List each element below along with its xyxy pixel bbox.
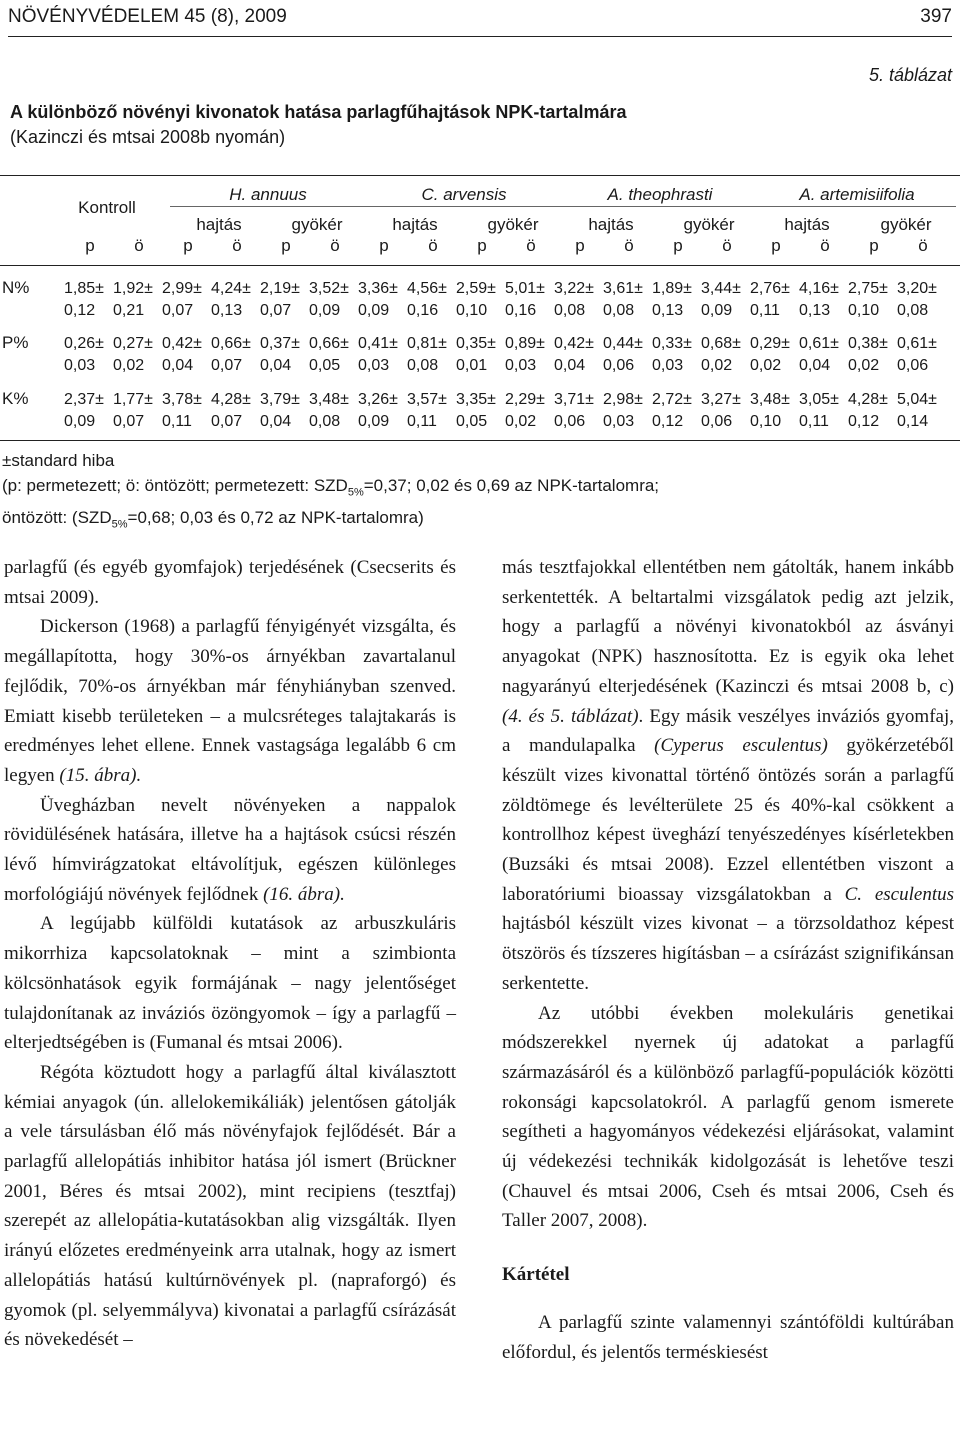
- table-cell: [309, 278, 349, 322]
- cell-error: 0,07: [211, 357, 243, 374]
- cell-mean: 4,24±: [211, 280, 251, 297]
- cell-mean: 2,37±: [64, 391, 104, 408]
- species-c-arvensis: C. arvensis: [421, 185, 507, 204]
- table-cell: [113, 333, 153, 377]
- table-cell: [603, 389, 643, 433]
- species-a-theophrasti: A. theophrasti: [607, 185, 713, 204]
- cell-error: 0,04: [260, 413, 292, 430]
- cell-error: 0,02: [505, 413, 537, 430]
- treatment-header: ö: [820, 236, 830, 255]
- table-cell: [407, 278, 447, 322]
- cell-mean: 2,99±: [162, 280, 202, 297]
- note-text: (p: permetezett; ö: öntözött; permetezett: SZD: [2, 476, 348, 495]
- cell-mean: 0,38±: [848, 335, 888, 352]
- row-label-p: P%: [2, 333, 29, 352]
- table-cell: [652, 333, 692, 377]
- note-standard-error: ±standard hiba: [2, 451, 115, 470]
- paragraph: A legújabb külföldi kutatások az arbuszkuláris mikorrhiza kapcsolatoknak – mint a szimbionta kölcsönhatások egyik formájának – nagy jelentőséget tulajdonítanak az inváziós özöngyomok – így a parlagfű – elterjedtségében is (Fumanal és mtsai 2006).: [4, 913, 456, 1054]
- cell-error: 0,12: [64, 302, 96, 319]
- cell-error: 0,06: [701, 413, 733, 430]
- cell-error: 0,13: [652, 302, 684, 319]
- cell-error: 0,06: [554, 413, 586, 430]
- cell-mean: 0,41±: [358, 335, 398, 352]
- cell-error: 0,16: [407, 302, 439, 319]
- paragraph-text: Dickerson (1968) a parlagfű fényigényét vizsgálta, és megállapította, hogy 30%-os árnyékban zavartalanul fejlődik, 70%-os árnyékban már fényhiányban szenved. Emiatt kisebb területeken – a mulcsréteges talajtakarás is eredményes lehet ellene. Ennek vastagsága legalább 6 cm legyen: [4, 616, 456, 786]
- table-cell: [211, 389, 251, 433]
- cell-error: 0,09: [358, 413, 390, 430]
- part-header: hajtás: [784, 215, 830, 234]
- part-header: gyökér: [880, 215, 932, 234]
- cell-error: 0,04: [799, 357, 831, 374]
- cell-mean: 4,16±: [799, 280, 839, 297]
- cell-mean: 3,61±: [603, 280, 643, 297]
- note-subscript: 5%: [111, 518, 128, 531]
- cell-mean: 3,57±: [407, 391, 447, 408]
- cell-mean: 0,44±: [603, 335, 643, 352]
- cell-error: 0,08: [554, 302, 586, 319]
- table-cell: [113, 278, 153, 322]
- table-cell: [897, 389, 937, 433]
- cell-mean: 0,26±: [64, 335, 104, 352]
- figure-reference: (15. ábra).: [59, 764, 142, 786]
- cell-mean: 3,48±: [309, 391, 349, 408]
- cell-mean: 1,77±: [113, 391, 153, 408]
- paragraph: Az utóbbi években molekuláris genetikai módszerekkel nyernek új adatokat a parlagfű származásáról és a különböző parlagfű-populációk közötti rokonsági kapcsolatokról. A parlagfű genom ismerete segítheti a hagyományos védekezési eljárásokat, valamint új védekezési technikák kidolgozását is lehetőve teszi (Chauvel és mtsai 2006, Cseh és mtsai 2006, Cseh és Taller 2007, 2008).: [502, 1002, 954, 1232]
- table-cell: [750, 389, 790, 433]
- cell-error: 0,02: [701, 357, 733, 374]
- table-cell: [162, 389, 202, 433]
- treatment-header: ö: [134, 236, 144, 255]
- table-cell: [211, 333, 251, 377]
- note-text: =0,37; 0,02 és 0,69 az NPK-tartalomra;: [363, 476, 660, 495]
- cell-mean: 0,35±: [456, 335, 496, 352]
- cell-mean: 1,92±: [113, 280, 153, 297]
- cell-error: 0,07: [162, 302, 194, 319]
- table-cell: [456, 278, 496, 322]
- cell-error: 0,11: [162, 413, 192, 430]
- treatment-header: p: [281, 236, 291, 255]
- treatment-header: ö: [722, 236, 732, 255]
- cell-mean: 1,85±: [64, 280, 104, 297]
- treatment-header: ö: [526, 236, 536, 255]
- cell-mean: 2,76±: [750, 280, 790, 297]
- table-title: [10, 100, 626, 150]
- body-column-left: [4, 553, 456, 1355]
- table-title-line2: (Kazinczi és mtsai 2008b nyomán): [10, 127, 286, 147]
- table-cell: [260, 389, 300, 433]
- table-cell: [799, 389, 839, 433]
- table-cell: [358, 278, 398, 322]
- cell-error: 0,03: [603, 413, 635, 430]
- header-bottom-rule: [0, 265, 960, 266]
- note-treatments: [2, 473, 659, 505]
- table-cell: [113, 389, 153, 433]
- cell-mean: 0,66±: [309, 335, 349, 352]
- paragraph: [502, 553, 954, 999]
- cell-mean: 1,89±: [652, 280, 692, 297]
- cell-error: 0,06: [897, 357, 929, 374]
- table-cell: [64, 389, 104, 433]
- treatment-header: p: [183, 236, 193, 255]
- cell-error: 0,04: [260, 357, 292, 374]
- cell-mean: 2,75±: [848, 280, 888, 297]
- table-cell: [211, 278, 251, 322]
- cell-error: 0,09: [64, 413, 96, 430]
- table-cell: [407, 389, 447, 433]
- paragraph: parlagfű (és egyéb gyomfajok) terjedésének (Csecserits és mtsai 2009).: [4, 557, 456, 608]
- page-number: 397: [920, 6, 952, 27]
- table-cell: [309, 389, 349, 433]
- cell-mean: 3,35±: [456, 391, 496, 408]
- cell-error: 0,10: [750, 413, 782, 430]
- table-cell: [554, 278, 594, 322]
- cell-error: 0,16: [505, 302, 537, 319]
- table-cell: [554, 389, 594, 433]
- cell-mean: 2,72±: [652, 391, 692, 408]
- cell-mean: 4,28±: [848, 391, 888, 408]
- cell-mean: 4,28±: [211, 391, 251, 408]
- table-cell: [260, 333, 300, 377]
- note-text: öntözött: (SZD: [2, 508, 112, 528]
- cell-mean: 3,48±: [750, 391, 790, 408]
- table-cell: [652, 389, 692, 433]
- table-cell: [897, 333, 937, 377]
- table-cell: [162, 333, 202, 377]
- cell-mean: 0,37±: [260, 335, 300, 352]
- table-cell: [456, 333, 496, 377]
- paragraph: [4, 612, 456, 790]
- cell-error: 0,11: [799, 413, 829, 430]
- table-cell: [358, 333, 398, 377]
- treatment-header: p: [477, 236, 487, 255]
- cell-error: 0,01: [456, 357, 488, 374]
- cell-mean: 3,44±: [701, 280, 741, 297]
- cell-error: 0,11: [407, 413, 437, 430]
- cell-mean: 3,52±: [309, 280, 349, 297]
- cell-mean: 0,42±: [554, 335, 594, 352]
- cell-error: 0,09: [701, 302, 733, 319]
- species-a-artemisiifolia: A. artemisiifolia: [799, 185, 915, 204]
- cell-mean: 3,26±: [358, 391, 398, 408]
- treatment-header: p: [85, 236, 95, 255]
- table-title-line1: A különböző növényi kivonatok hatása parlagfűhajtások NPK-tartalmára: [10, 102, 627, 122]
- cell-error: 0,10: [848, 302, 880, 319]
- table-cell: [701, 278, 741, 322]
- cell-error: 0,12: [652, 413, 684, 430]
- row-label-k: K%: [2, 389, 29, 408]
- cell-mean: 3,22±: [554, 280, 594, 297]
- treatment-header: ö: [624, 236, 634, 255]
- cell-mean: 2,29±: [505, 391, 545, 408]
- table-cell: [701, 389, 741, 433]
- cell-error: 0,13: [211, 302, 243, 319]
- table-cell: [603, 333, 643, 377]
- cell-mean: 0,61±: [799, 335, 839, 352]
- part-header: hajtás: [196, 215, 242, 234]
- cell-mean: 3,79±: [260, 391, 300, 408]
- table-cell: [897, 278, 937, 322]
- paragraph: [4, 791, 456, 910]
- cell-mean: 3,20±: [897, 280, 937, 297]
- table-cell: [260, 278, 300, 322]
- cell-error: 0,08: [603, 302, 635, 319]
- treatment-header: p: [379, 236, 389, 255]
- cell-error: 0,03: [505, 357, 537, 374]
- table-cell: [750, 333, 790, 377]
- cell-error: 0,07: [211, 413, 243, 430]
- cell-mean: 0,27±: [113, 335, 153, 352]
- table-cell: [505, 389, 545, 433]
- species-h-annuus: H. annuus: [229, 185, 307, 204]
- cell-mean: 0,29±: [750, 335, 790, 352]
- cell-error: 0,05: [456, 413, 488, 430]
- cell-error: 0,05: [309, 357, 341, 374]
- cell-error: 0,03: [64, 357, 96, 374]
- table-cell: [505, 333, 545, 377]
- cell-error: 0,14: [897, 413, 929, 430]
- table-cell: [162, 278, 202, 322]
- table-notes: [2, 448, 659, 538]
- table-cell: [64, 333, 104, 377]
- cell-mean: 3,05±: [799, 391, 839, 408]
- table-cell: [554, 333, 594, 377]
- cell-mean: 0,81±: [407, 335, 447, 352]
- cell-mean: 5,04±: [897, 391, 937, 408]
- row-label-n: N%: [2, 278, 30, 297]
- part-header: hajtás: [588, 215, 634, 234]
- cell-error: 0,08: [897, 302, 929, 319]
- cell-error: 0,13: [799, 302, 831, 319]
- table-cell: [848, 333, 888, 377]
- part-header: hajtás: [392, 215, 438, 234]
- cell-mean: 3,36±: [358, 280, 398, 297]
- cell-mean: 2,59±: [456, 280, 496, 297]
- cell-error: 0,06: [603, 357, 635, 374]
- cell-mean: 0,89±: [505, 335, 545, 352]
- paragraph-text: hajtásból készült vizes kivonat – a törzsoldathoz képest ötszörös és tízszeres higításban – a csírázást szignifikánsan serkentette.: [502, 913, 954, 994]
- cell-mean: 0,66±: [211, 335, 251, 352]
- cell-error: 0,02: [750, 357, 782, 374]
- paragraph: Régóta köztudott hogy a parlagfű által kiválasztott kémiai anyagok (ún. allelokemikáliák) jelentősen gátolják a vele társulásban élő más növényfajok fejlődését. Bár a parlagfű allelopátiás inhibitor hatása jól ismert (Brückner 2001, Béres és mtsai 2002), mint recipiens (tesztfaj) szerepét az allelopátia-kutatásokban alig vizsgálták. Ilyen irányú előzetes eredményeink arra utalnak, hogy az ismert allelopátiás hatású kultúrnövények pl. (napraforgó) és gyomok (pl. selyemmályva) kivonatai a parlagfű csírázását és növekedését –: [4, 1061, 456, 1351]
- header-rule: [8, 36, 952, 37]
- part-header: gyökér: [487, 215, 539, 234]
- cell-error: 0,02: [848, 357, 880, 374]
- species-name: (Cyperus esculentus): [654, 735, 828, 757]
- table-reference: (4. és 5. táblázat): [502, 705, 639, 727]
- table-cell: [309, 333, 349, 377]
- note-subscript: 5%: [347, 486, 364, 499]
- table-cell: [848, 278, 888, 322]
- treatment-header: p: [673, 236, 683, 255]
- cell-mean: 3,78±: [162, 391, 202, 408]
- running-header: [8, 2, 952, 32]
- treatment-header: ö: [918, 236, 928, 255]
- table-cell: [799, 278, 839, 322]
- table-cell: [652, 278, 692, 322]
- cell-mean: 3,71±: [554, 391, 594, 408]
- species-name: C. esculentus: [844, 883, 954, 905]
- table-cell: [505, 278, 545, 322]
- treatment-header: p: [869, 236, 879, 255]
- paragraph: A parlagfű szinte valamennyi szántóföldi kultúrában előfordul, és jelentős terméskiesést: [502, 1311, 954, 1363]
- table-top-rule: [0, 175, 960, 176]
- cell-error: 0,03: [358, 357, 390, 374]
- cell-error: 0,11: [750, 302, 780, 319]
- cell-error: 0,07: [113, 413, 145, 430]
- paragraph-text: más tesztfajokkal ellentétben nem gátolták, hanem inkább serkentették. A beltartalmi vizsgálatok pedig azt jelzik, hogy a parlagfű a növényi kivonatokból az ásványi anyagokat (NPK) hasznosította. Ez is egyik oka lehet nagyarányú elterjedésének (Kazinczi és mtsai 2008 b, c): [502, 557, 954, 697]
- cell-error: 0,04: [554, 357, 586, 374]
- treatment-header: ö: [428, 236, 438, 255]
- treatment-header: p: [575, 236, 585, 255]
- cell-mean: 2,98±: [603, 391, 643, 408]
- cell-mean: 0,68±: [701, 335, 741, 352]
- table-bottom-rule: [0, 440, 960, 441]
- cell-error: 0,09: [309, 302, 341, 319]
- treatment-header: p: [771, 236, 781, 255]
- table-cell: [603, 278, 643, 322]
- part-header: gyökér: [291, 215, 343, 234]
- figure-reference: (16. ábra).: [263, 883, 345, 905]
- table-cell: [750, 278, 790, 322]
- table-cell: [358, 389, 398, 433]
- cell-error: 0,02: [113, 357, 145, 374]
- paragraph-text: Üvegházban nevelt növényeken a nappalok rövidülésének hatására, illetve ha a hajtások csúcsi részén lévő hímvirágzatokat eltávolítjuk, egészen különleges morfológiájú növények fejlődnek: [4, 794, 456, 905]
- cell-mean: 3,27±: [701, 391, 741, 408]
- note-text: =0,68; 0,03 és 0,72 az NPK-tartalomra): [127, 508, 424, 528]
- table-cell: [848, 389, 888, 433]
- cell-mean: 0,42±: [162, 335, 202, 352]
- species-rule: [170, 206, 956, 207]
- part-header: gyökér: [683, 215, 735, 234]
- cell-error: 0,09: [358, 302, 390, 319]
- table-cell: [701, 333, 741, 377]
- cell-mean: 4,56±: [407, 280, 447, 297]
- cell-error: 0,12: [848, 413, 880, 430]
- cell-error: 0,21: [113, 302, 145, 319]
- table-cell: [407, 333, 447, 377]
- cell-error: 0,03: [652, 357, 684, 374]
- cell-error: 0,08: [407, 357, 439, 374]
- cell-mean: 2,19±: [260, 280, 300, 297]
- cell-error: 0,08: [309, 413, 341, 430]
- note-irrigated: [2, 505, 659, 537]
- treatment-header: ö: [232, 236, 242, 255]
- treatment-header: ö: [330, 236, 340, 255]
- cell-mean: 0,33±: [652, 335, 692, 352]
- table-cell: [456, 389, 496, 433]
- table-number: 5. táblázat: [868, 65, 952, 85]
- paragraph-text: . Egy másik veszélyes inváziós gyomfaj, a mandulapalka: [502, 705, 954, 757]
- body-column-right: [502, 553, 954, 1367]
- cell-error: 0,07: [260, 302, 292, 319]
- cell-mean: 0,61±: [897, 335, 937, 352]
- control-header: Kontroll: [78, 198, 136, 217]
- section-heading: Kártétel: [502, 1264, 570, 1286]
- journal-title: NÖVÉNYVÉDELEM 45 (8), 2009: [8, 6, 287, 27]
- cell-mean: 5,01±: [505, 280, 545, 297]
- cell-error: 0,04: [162, 357, 194, 374]
- table-cell: [799, 333, 839, 377]
- table-cell: [64, 278, 104, 322]
- cell-error: 0,10: [456, 302, 488, 319]
- paragraph-text: gyökérzetéből készült vizes kivonattal történő öntözés során a parlagfű zöldtömege és levélterülete 25 és 40%-kal csökkent a kontrollhoz képest üveghází tenyészedényes kísérletekben (Buzsáki és mtsai 2008). Ezzel ellentétben viszont a laboratóriumi bioassay vizsgálatokban a: [502, 735, 954, 905]
